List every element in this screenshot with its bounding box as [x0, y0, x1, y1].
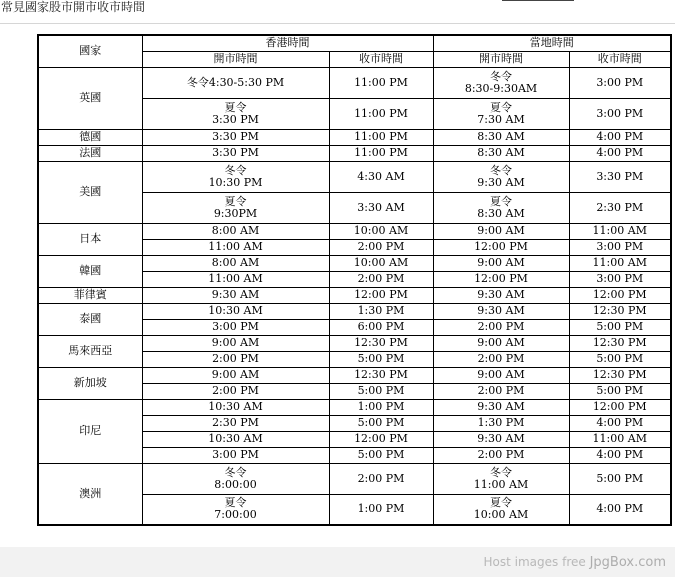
time-text: 8:30-9:30AM: [464, 81, 538, 95]
time-text: 9:00 AM: [211, 368, 260, 381]
time-text: 12:00 PM: [474, 272, 528, 285]
time-text: 5:00 PM: [357, 384, 405, 397]
time-text: 9:00 AM: [477, 368, 525, 381]
time-text: 12:00 PM: [354, 288, 408, 301]
time-text: 12:00 PM: [354, 432, 408, 445]
hk-open-cell: [142, 145, 329, 161]
time-text: 10:30 AM: [208, 304, 263, 317]
table-row: [38, 399, 671, 415]
table-row: [38, 145, 671, 161]
local-open-cell: [433, 367, 569, 383]
local-open-cell: [433, 98, 569, 129]
header-country: 國家: [38, 35, 142, 67]
local-open-cell: [433, 447, 569, 463]
market-hours-table: [37, 34, 672, 526]
time-text: 8:30 AM: [477, 206, 525, 220]
local-close-cell: [569, 335, 671, 351]
local-open-cell: [433, 129, 569, 145]
country-cell: 泰國: [38, 303, 142, 335]
local-open-cell: [433, 319, 569, 335]
time-text: 2:30 PM: [596, 200, 644, 214]
table-row: [38, 303, 671, 319]
time-text: 冬令4:30-5:30 PM: [186, 75, 285, 89]
time-text: 冬令: [224, 163, 247, 177]
local-close-cell: [569, 129, 671, 145]
hk-open-cell: [142, 239, 329, 255]
local-close-cell: [569, 494, 671, 525]
hk-open-cell: [142, 383, 329, 399]
header-local-close: 收市時間: [569, 51, 671, 67]
hk-close-cell: [329, 192, 433, 223]
time-text: 9:00 AM: [477, 224, 525, 237]
country-cell: 馬來西亞: [38, 335, 142, 367]
time-text: 11:00 AM: [208, 240, 263, 253]
time-text: 8:00:00: [214, 477, 257, 491]
time-text: 冬令: [490, 163, 512, 177]
time-text: 4:00 PM: [596, 416, 644, 429]
time-text: 5:00 PM: [357, 352, 405, 365]
time-text: 12:30 PM: [354, 336, 408, 349]
time-text: 10:00 AM: [353, 256, 409, 269]
hk-open-cell: [142, 192, 329, 223]
local-close-cell: [569, 415, 671, 431]
time-text: 夏令: [490, 496, 512, 510]
time-text: 夏令: [224, 100, 247, 114]
time-text: 8:30 AM: [477, 130, 525, 143]
time-text: 3:00 PM: [596, 75, 644, 89]
footer-watermark[interactable]: [484, 555, 666, 570]
time-text: 冬令: [490, 465, 512, 479]
hk-open-cell: [142, 303, 329, 319]
table-row: [38, 129, 671, 145]
hk-close-cell: [329, 303, 433, 319]
local-open-cell: [433, 303, 569, 319]
time-text: 7:00:00: [214, 508, 257, 522]
country-cell: 澳洲: [38, 463, 142, 525]
header-local-time: 當地時間: [433, 35, 671, 51]
time-text: 夏令: [490, 100, 512, 114]
time-text: 12:00 PM: [592, 400, 647, 413]
time-text: 9:30 AM: [477, 288, 525, 301]
local-open-cell: [433, 431, 569, 447]
local-open-cell: [433, 271, 569, 287]
country-cell: 德國: [38, 129, 142, 145]
country-cell: 美國: [38, 161, 142, 223]
hk-open-cell: [142, 287, 329, 303]
header-hk-open: 開市時間: [142, 51, 329, 67]
time-text: 11:00 AM: [592, 432, 647, 445]
local-close-cell: [569, 223, 671, 239]
hk-open-cell: [142, 129, 329, 145]
time-text: 冬令: [224, 465, 247, 479]
time-text: 3:30 PM: [212, 112, 259, 126]
hk-open-cell: [142, 415, 329, 431]
time-text: 11:00 AM: [592, 256, 647, 269]
hk-close-cell: [329, 287, 433, 303]
hk-open-cell: [142, 494, 329, 525]
local-open-cell: [433, 239, 569, 255]
time-text: 5:00 PM: [596, 352, 644, 365]
hk-close-cell: [329, 255, 433, 271]
hk-close-cell: [329, 415, 433, 431]
country-cell: 法國: [38, 145, 142, 161]
time-text: 12:30 PM: [592, 304, 647, 317]
time-text: 2:30 PM: [212, 416, 259, 429]
local-close-cell: [569, 383, 671, 399]
top-rule: [502, 0, 574, 1]
local-close-cell: [569, 192, 671, 223]
local-close-cell: [569, 351, 671, 367]
time-text: 11:00 AM: [592, 224, 647, 237]
hk-open-cell: [142, 67, 329, 98]
hk-open-cell: [142, 463, 329, 494]
time-text: 2:00 PM: [357, 272, 405, 285]
table-row: [38, 287, 671, 303]
local-open-cell: [433, 287, 569, 303]
time-text: 10:00 AM: [353, 224, 409, 237]
table-row: [38, 223, 671, 239]
time-text: 2:00 PM: [477, 448, 525, 461]
hk-close-cell: [329, 463, 433, 494]
hk-close-cell: [329, 399, 433, 415]
local-open-cell: [433, 463, 569, 494]
time-text: 11:00 PM: [354, 75, 408, 89]
time-text: 3:00 PM: [596, 272, 644, 285]
time-text: 2:00 PM: [477, 384, 525, 397]
time-text: 11:00 PM: [354, 106, 408, 120]
time-text: 11:00 PM: [354, 130, 408, 143]
time-text: 夏令: [490, 194, 512, 208]
hk-open-cell: [142, 255, 329, 271]
time-text: 11:00 AM: [473, 477, 529, 491]
hk-open-cell: [142, 319, 329, 335]
table-row: [38, 335, 671, 351]
local-close-cell: [569, 367, 671, 383]
local-close-cell: [569, 287, 671, 303]
country-cell: 新加坡: [38, 367, 142, 399]
local-open-cell: [433, 494, 569, 525]
hk-open-cell: [142, 223, 329, 239]
local-open-cell: [433, 335, 569, 351]
page-title: 常見國家股市開市收市時間: [1, 0, 146, 14]
hk-open-cell: [142, 431, 329, 447]
time-text: 9:30 AM: [211, 288, 260, 301]
local-close-cell: [569, 145, 671, 161]
time-text: 夏令: [224, 194, 247, 208]
hk-open-cell: [142, 161, 329, 192]
time-text: 夏令: [224, 496, 247, 510]
local-open-cell: [433, 192, 569, 223]
time-text: 10:30 AM: [208, 400, 263, 413]
table-row: [38, 67, 671, 98]
table-row: [38, 255, 671, 271]
hk-open-cell: [142, 335, 329, 351]
time-text: 9:30 AM: [477, 304, 525, 317]
local-close-cell: [569, 463, 671, 494]
hk-open-cell: [142, 367, 329, 383]
time-text: 6:00 PM: [357, 320, 405, 333]
footer-host-text: Host images free: [483, 555, 586, 569]
time-text: 8:00 AM: [211, 256, 260, 269]
local-open-cell: [433, 415, 569, 431]
time-text: 8:00 AM: [211, 224, 260, 237]
country-cell: 韓國: [38, 255, 142, 287]
time-text: 4:00 PM: [596, 448, 644, 461]
local-open-cell: [433, 67, 569, 98]
local-close-cell: [569, 239, 671, 255]
time-text: 3:30 PM: [596, 169, 644, 183]
hk-close-cell: [329, 67, 433, 98]
header-hk-close: 收市時間: [329, 51, 433, 67]
local-close-cell: [569, 161, 671, 192]
time-text: 2:00 PM: [357, 471, 405, 485]
time-text: 11:00 PM: [354, 146, 408, 159]
local-close-cell: [569, 399, 671, 415]
table-row: [38, 161, 671, 192]
time-text: 5:00 PM: [596, 384, 644, 397]
time-text: 12:00 PM: [474, 240, 528, 253]
hk-open-cell: [142, 399, 329, 415]
time-text: 9:30 AM: [477, 175, 525, 189]
local-close-cell: [569, 319, 671, 335]
time-text: 12:30 PM: [354, 368, 408, 381]
local-open-cell: [433, 351, 569, 367]
hk-close-cell: [329, 161, 433, 192]
hk-close-cell: [329, 98, 433, 129]
hk-close-cell: [329, 367, 433, 383]
country-cell: 英國: [38, 67, 142, 129]
time-text: 4:00 PM: [596, 130, 644, 143]
hk-close-cell: [329, 351, 433, 367]
separator-line: [0, 23, 675, 24]
local-open-cell: [433, 145, 569, 161]
hk-close-cell: [329, 494, 433, 525]
time-text: 8:30 AM: [477, 146, 525, 159]
time-text: 9:00 AM: [477, 256, 525, 269]
time-text: 3:00 PM: [596, 106, 644, 120]
hk-close-cell: [329, 383, 433, 399]
time-text: 5:00 PM: [596, 320, 644, 333]
time-text: 10:00 AM: [473, 508, 529, 522]
time-text: 冬令: [490, 69, 512, 83]
time-text: 9:30PM: [213, 206, 258, 220]
time-text: 12:30 PM: [592, 336, 647, 349]
time-text: 4:00 PM: [596, 146, 644, 159]
time-text: 1:30 PM: [357, 304, 405, 317]
local-close-cell: [569, 255, 671, 271]
time-text: 5:00 PM: [357, 448, 405, 461]
time-text: 9:00 AM: [477, 336, 525, 349]
time-text: 2:00 PM: [357, 240, 405, 253]
time-text: 3:00 PM: [212, 320, 259, 333]
time-text: 12:00 PM: [592, 288, 647, 301]
hk-close-cell: [329, 431, 433, 447]
time-text: 4:30 AM: [357, 169, 405, 183]
time-text: 5:00 PM: [596, 471, 644, 485]
footer-brand: JpgBox.com: [589, 555, 666, 570]
time-text: 9:30 AM: [477, 432, 525, 445]
hk-open-cell: [142, 447, 329, 463]
header-hk-time: 香港時間: [142, 35, 433, 51]
hk-close-cell: [329, 319, 433, 335]
time-text: 2:00 PM: [477, 352, 525, 365]
time-text: 3:30 PM: [212, 130, 259, 143]
time-text: 10:30 AM: [208, 432, 263, 445]
time-text: 11:00 AM: [208, 272, 263, 285]
local-open-cell: [433, 255, 569, 271]
hk-open-cell: [142, 271, 329, 287]
table-row: [38, 367, 671, 383]
time-text: 4:00 PM: [596, 502, 644, 516]
local-close-cell: [569, 431, 671, 447]
hk-close-cell: [329, 129, 433, 145]
time-text: 3:00 PM: [212, 448, 259, 461]
local-close-cell: [569, 98, 671, 129]
hk-open-cell: [142, 98, 329, 129]
time-text: 1:00 PM: [357, 400, 405, 413]
hk-close-cell: [329, 223, 433, 239]
table-row: [38, 463, 671, 494]
time-text: 2:00 PM: [477, 320, 525, 333]
local-open-cell: [433, 161, 569, 192]
country-cell: 日本: [38, 223, 142, 255]
local-open-cell: [433, 399, 569, 415]
local-open-cell: [433, 223, 569, 239]
hk-close-cell: [329, 335, 433, 351]
time-text: 2:00 PM: [212, 352, 259, 365]
local-open-cell: [433, 383, 569, 399]
header-local-open: 開市時間: [433, 51, 569, 67]
time-text: 9:30 AM: [477, 400, 525, 413]
local-close-cell: [569, 447, 671, 463]
time-text: 9:00 AM: [211, 336, 260, 349]
country-cell: 菲律賓: [38, 287, 142, 303]
time-text: 3:00 PM: [596, 240, 644, 253]
local-close-cell: [569, 67, 671, 98]
hk-open-cell: [142, 351, 329, 367]
table-header: [38, 35, 671, 67]
local-close-cell: [569, 303, 671, 319]
table-body: [38, 67, 671, 525]
time-text: 5:00 PM: [357, 416, 405, 429]
time-text: 1:00 PM: [357, 502, 405, 516]
time-text: 10:30 PM: [208, 175, 263, 189]
hk-close-cell: [329, 271, 433, 287]
time-text: 3:30 PM: [212, 146, 259, 159]
country-cell: 印尼: [38, 399, 142, 463]
hk-close-cell: [329, 239, 433, 255]
local-close-cell: [569, 271, 671, 287]
hk-close-cell: [329, 145, 433, 161]
time-text: 2:00 PM: [212, 384, 259, 397]
hk-close-cell: [329, 447, 433, 463]
time-text: 12:30 PM: [592, 368, 647, 381]
time-text: 3:30 AM: [357, 200, 405, 214]
time-text: 1:30 PM: [477, 416, 525, 429]
time-text: 7:30 AM: [477, 112, 525, 126]
